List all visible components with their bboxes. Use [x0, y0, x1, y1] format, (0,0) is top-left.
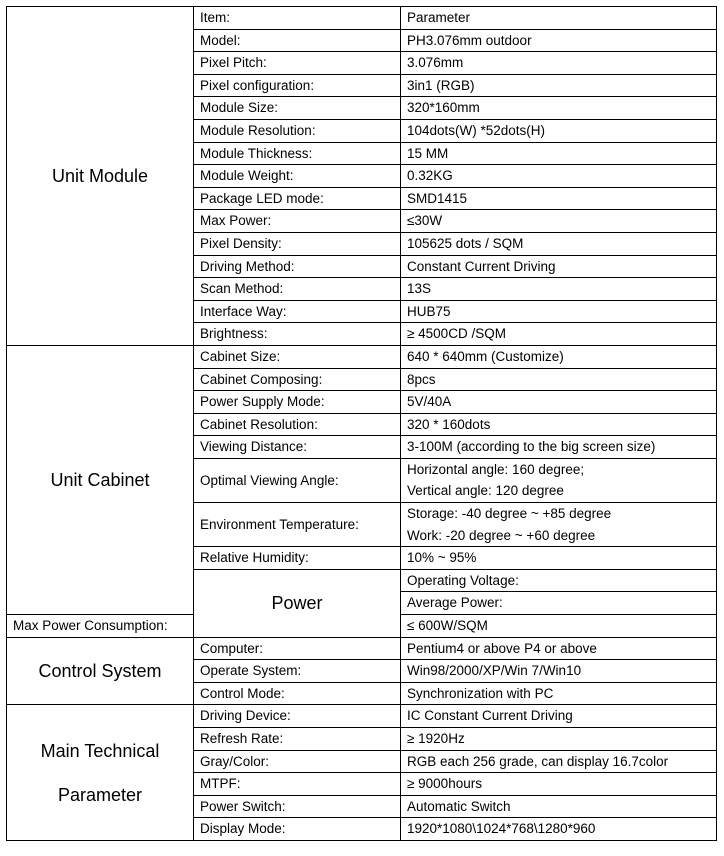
- item-cell: Average Power:: [401, 592, 717, 615]
- value-cell: [401, 458, 717, 502]
- item-cell: Viewing Distance:: [194, 436, 401, 459]
- value-line: Horizontal angle: 160 degree;: [407, 461, 585, 477]
- item-cell: Module Resolution:: [194, 119, 401, 142]
- spec-table-body: [7, 7, 717, 841]
- value-cell: Synchronization with PC: [401, 682, 717, 705]
- item-cell: Operate System:: [194, 660, 401, 683]
- value-cell: 3in1 (RGB): [401, 74, 717, 97]
- item-cell: Cabinet Size:: [194, 345, 401, 368]
- item-cell: Computer:: [194, 637, 401, 660]
- item-cell: Driving Method:: [194, 255, 401, 278]
- value-line: Storage: -40 degree ~ +85 degree: [407, 506, 612, 522]
- item-cell: Optimal Viewing Angle:: [194, 458, 401, 502]
- item-cell: Brightness:: [194, 323, 401, 346]
- value-cell: RGB each 256 grade, can display 16.7color: [401, 750, 717, 773]
- value-cell: ≤ 600W/SQM: [401, 615, 717, 638]
- group-label-line: Parameter: [57, 784, 143, 805]
- item-cell: Max Power Consumption:: [7, 615, 194, 638]
- group-label-line: Main Technical: [40, 740, 160, 761]
- value-cell: Automatic Switch: [401, 795, 717, 818]
- value-cell: 10% ~ 95%: [401, 547, 717, 570]
- value-cell: [401, 503, 717, 547]
- value-cell: 8pcs: [401, 368, 717, 391]
- item-cell: Module Size:: [194, 97, 401, 120]
- spec-table: [6, 6, 717, 841]
- value-cell: 3-100M (according to the big screen size): [401, 436, 717, 459]
- value-line: Vertical angle: 120 degree: [407, 483, 564, 499]
- table-row: [7, 637, 717, 660]
- value-cell: ≥ 9000hours: [401, 773, 717, 796]
- value-cell: Pentium4 or above P4 or above: [401, 637, 717, 660]
- item-cell: Driving Device:: [194, 705, 401, 728]
- item-cell: Control Mode:: [194, 682, 401, 705]
- value-cell: HUB75: [401, 300, 717, 323]
- item-cell: Power Switch:: [194, 795, 401, 818]
- item-cell: Interface Way:: [194, 300, 401, 323]
- value-cell: 320*160mm: [401, 97, 717, 120]
- value-cell: 105625 dots / SQM: [401, 232, 717, 255]
- value-cell: 640 * 640mm (Customize): [401, 345, 717, 368]
- value-cell: ≥ 1920Hz: [401, 728, 717, 751]
- value-cell: ≥ 4500CD /SQM: [401, 323, 717, 346]
- value-cell: 104dots(W) *52dots(H): [401, 119, 717, 142]
- value-cell: 0.32KG: [401, 165, 717, 188]
- item-cell: Cabinet Resolution:: [194, 413, 401, 436]
- item-cell: Pixel configuration:: [194, 74, 401, 97]
- value-cell: PH3.076mm outdoor: [401, 29, 717, 52]
- value-cell: 5V/40A: [401, 391, 717, 414]
- value-cell: ≤30W: [401, 210, 717, 233]
- group-cell: [7, 705, 194, 841]
- value-cell: 15 MM: [401, 142, 717, 165]
- value-cell: 1920*1080\1024*768\1280*960: [401, 818, 717, 841]
- group-cell: Unit Cabinet: [7, 345, 194, 614]
- parameter-header-cell: Parameter: [401, 7, 717, 30]
- item-header-cell: Item:: [194, 7, 401, 30]
- item-cell: MTPF:: [194, 773, 401, 796]
- value-cell: SMD1415: [401, 187, 717, 210]
- item-cell: Refresh Rate:: [194, 728, 401, 751]
- value-cell: IC Constant Current Driving: [401, 705, 717, 728]
- table-row: [7, 7, 717, 30]
- group-cell: Power: [194, 569, 401, 637]
- table-row: [7, 345, 717, 368]
- item-cell: Package LED mode:: [194, 187, 401, 210]
- item-cell: Pixel Pitch:: [194, 52, 401, 75]
- value-line: Work: -20 degree ~ +60 degree: [407, 527, 596, 543]
- item-cell: Power Supply Mode:: [194, 391, 401, 414]
- table-row: [7, 705, 717, 728]
- item-cell: Operating Voltage:: [401, 569, 717, 592]
- group-cell: Unit Module: [7, 7, 194, 346]
- value-cell: 320 * 160dots: [401, 413, 717, 436]
- item-cell: Relative Humidity:: [194, 547, 401, 570]
- item-cell: Environment Temperature:: [194, 503, 401, 547]
- group-cell: Control System: [7, 637, 194, 705]
- item-cell: Display Mode:: [194, 818, 401, 841]
- item-cell: Scan Method:: [194, 278, 401, 301]
- item-cell: Cabinet Composing:: [194, 368, 401, 391]
- item-cell: Pixel Density:: [194, 232, 401, 255]
- value-cell: Win98/2000/XP/Win 7/Win10: [401, 660, 717, 683]
- value-cell: 13S: [401, 278, 717, 301]
- value-cell: Constant Current Driving: [401, 255, 717, 278]
- item-cell: Module Thickness:: [194, 142, 401, 165]
- item-cell: Max Power:: [194, 210, 401, 233]
- item-cell: Model:: [194, 29, 401, 52]
- item-cell: Gray/Color:: [194, 750, 401, 773]
- value-cell: 3.076mm: [401, 52, 717, 75]
- item-cell: Module Weight:: [194, 165, 401, 188]
